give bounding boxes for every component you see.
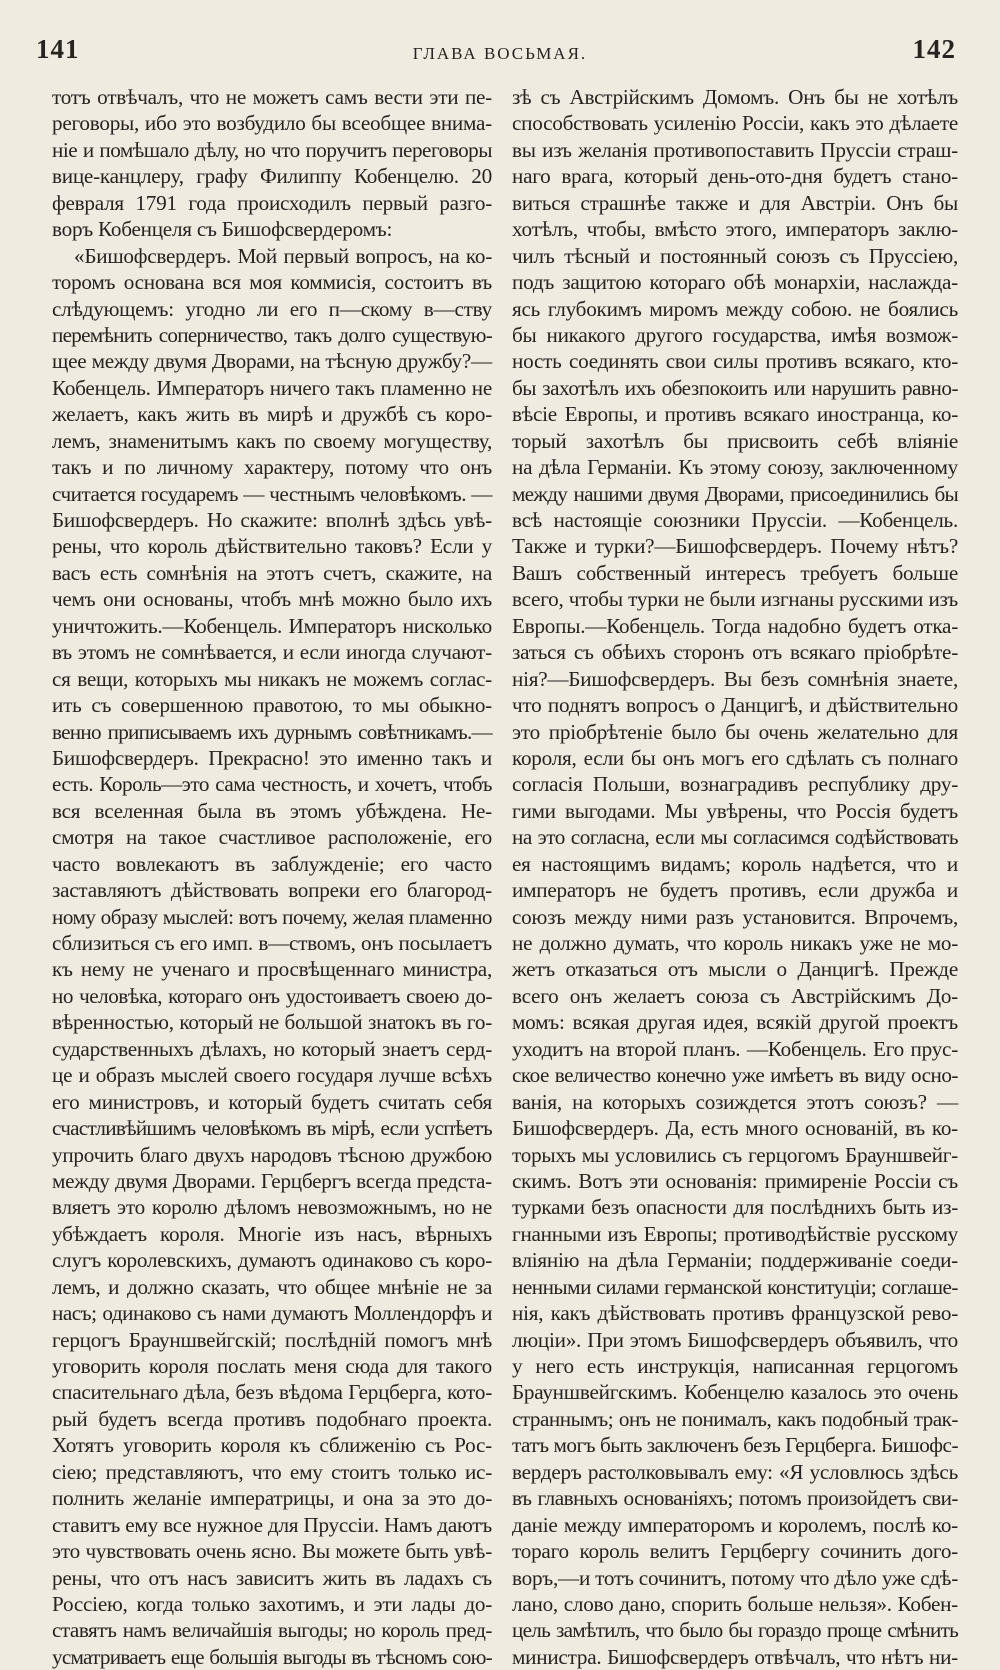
text-line: февраля 1791 года происходилъ первый разго- [52, 190, 492, 215]
text-line: торый захотѣлъ бы присвоить себѣ вліяніе [512, 428, 958, 453]
text-line: Россіею, когда только захотимъ, и эти лады до- [52, 1591, 492, 1616]
text-line: полнить желаніе императрицы, и она за это до- [52, 1486, 492, 1511]
text-line: цель замѣтилъ, что было бы гораздо проще смѣнить [512, 1618, 958, 1643]
text-line: часто вовлекаютъ въ заблужденіе; его часто [52, 851, 492, 876]
text-line: виться страшнѣе также и для Австріи. Онъ бы [512, 190, 958, 215]
text-line: рены, что отъ насъ зависитъ жить въ ладахъ съ [52, 1565, 492, 1590]
text-line: убѣждаетъ короля. Многіе изъ насъ, вѣрныхъ [52, 1221, 492, 1246]
text-line: бы никакого другого государства, имѣя возмож- [512, 322, 958, 347]
text-line: упрочить благо двухъ народовъ тѣсною дружбою [52, 1142, 492, 1167]
text-line: всѣ настоящіе союзники Пруссіи. —Кобенцель. [512, 508, 958, 532]
text-line: страннымъ; онъ не понималъ, какъ подобный трак- [512, 1406, 958, 1431]
text-line: вляетъ это королю дѣломъ невозможнымъ, но не [52, 1195, 492, 1220]
text-line: рены, что король дѣйствительно таковъ? Если у [52, 534, 492, 559]
text-line: ненными силами германской конституціи; соглаше- [512, 1274, 958, 1299]
text-line: нія?—Бишофсвердеръ. Вы безъ сомнѣнія знаете, [512, 666, 958, 691]
text-line: лано, слово дано, спорить больше нельзя». Кобен- [512, 1591, 958, 1616]
text-line: люціи». При этомъ Бишофсвердеръ объявилъ, что [512, 1327, 958, 1352]
text-line: бы захотѣлъ ихъ обезпокоить или нарушить равно- [512, 375, 958, 400]
text-line: уничтожить.—Кобенцель. Императоръ нисколько [52, 613, 492, 638]
text-line: наго врага, который день-ото-дня будетъ стано- [512, 164, 958, 189]
text-line: жетъ отказаться отъ мысли о Данцигѣ. Прежде [512, 957, 958, 982]
text-line: желаетъ, какъ жить въ мирѣ и дружбѣ съ коро- [52, 402, 492, 427]
text-line: воръ,—и тотъ сочинитъ, потому что дѣло уже сдѣ- [512, 1565, 958, 1590]
text-line: способствовать усиленію Россіи, какъ это дѣлаете [512, 111, 958, 136]
text-line: гими выгодами. Мы увѣрены, что Россія будетъ [512, 798, 958, 823]
text-line: момъ: всякая другая идея, всякій другой проектъ [512, 1010, 958, 1035]
text-line: въ этомъ не сомнѣвается, и если иногда случают- [52, 640, 492, 665]
text-line: такъ и по личному характеру, потому что онъ [52, 455, 492, 480]
text-line: васъ есть сомнѣнія на этотъ счетъ, скажите, на [52, 560, 492, 585]
page-header [0, 34, 1000, 74]
right-page-number: 142 [912, 34, 956, 64]
text-line: уговорить короля послать меня сюда для такого [52, 1354, 492, 1378]
text-line: ставятъ намъ величайшія выгоды; но король пред- [52, 1618, 492, 1643]
text-line: ея настоящимъ видамъ; король надѣется, что и [512, 851, 958, 876]
text-line: ское величество конечно уже имѣетъ въ виду осно- [512, 1063, 958, 1088]
left-text-column [52, 84, 492, 1670]
text-line: Брауншвейгскимъ. Кобенцелю казалось это очень [512, 1380, 958, 1405]
text-line: ному образу мыслей: вотъ почему, желая пламенно [52, 904, 492, 929]
text-line: усматриваетъ еще большія выгоды въ тѣсномъ сою- [52, 1644, 492, 1669]
text-line: воръ Кобенцеля съ Бишофсвердеромъ: [52, 217, 393, 242]
right-text-column [512, 84, 958, 1670]
text-line: Бишофсвердеръ. Да, есть много основаній, въ ко- [512, 1116, 958, 1141]
text-line: союзъ между ними разъ установится. Впрочемъ, [512, 904, 958, 929]
text-line: сударственныхъ дѣлахъ, но который знаетъ серд- [52, 1036, 492, 1061]
text-line: перемѣнить соперничество, такъ долго существую- [52, 322, 492, 347]
text-line: на это согласна, если мы согласимся содѣйствовать [512, 825, 958, 850]
text-line: у него есть инструкція, написанная герцогомъ [512, 1354, 958, 1378]
text-line: вице-канцлеру, графу Филиппу Кобенцелю. 20 [52, 164, 492, 189]
text-line: венно приписываемъ ихъ дурнымъ совѣтникамъ.— [52, 719, 492, 744]
text-line: ясь глубокимъ миромъ между собою. не боялись [512, 296, 958, 321]
left-page-number: 141 [36, 34, 80, 64]
text-line: не должно думать, что король никакъ уже не мо- [512, 931, 958, 955]
text-line: гнанными изъ Европы; противодѣйствіе русскому [512, 1221, 958, 1246]
text-line: скимъ. Вотъ эти основанія: примиреніе Россіи съ [512, 1168, 958, 1193]
text-line: тотъ отвѣчалъ, что не можетъ самъ вести эти пе- [52, 85, 492, 109]
text-line: это пріобрѣтеніе было бы очень желательно для [512, 719, 958, 744]
text-line: хотѣлъ, чтобы, вмѣсто этого, императоръ заклю- [512, 217, 958, 242]
text-line: ить съ совершенною правотою, то мы обыкно- [52, 693, 492, 718]
text-line: ность соединять свои силы противъ всякаго, кто- [512, 349, 958, 374]
text-line: Также и турки?—Бишофсвердеръ. Почему нѣтъ? [512, 534, 958, 559]
text-line: къ нему не ученаго и просвѣщеннаго министра, [52, 957, 492, 982]
text-line: короля, если бы онъ могъ его сдѣлать съ полнаго [512, 745, 958, 770]
text-line: императоръ не будетъ противъ, если дружба и [512, 878, 958, 903]
text-line: ся вещи, которыхъ мы никакъ не можемъ соглас- [52, 666, 492, 691]
text-line: сіею; представляютъ, что ему стоитъ только ис- [52, 1459, 492, 1484]
text-line: вся вселенная была въ этомъ убѣждена. Не- [52, 798, 492, 823]
text-line: вѣсіе Европы, и противъ всякаго иностранца, ко- [512, 402, 958, 427]
text-line: но человѣка, котораго онъ удостоиваетъ своею до- [52, 983, 492, 1008]
text-line: лемъ, знаменитымъ какъ по своему могуществу, [52, 428, 492, 453]
text-line: вы изъ желанія противопоставить Пруссіи страш- [512, 137, 958, 162]
text-line: щее между двумя Дворами, на тѣсную дружбу?— [52, 349, 492, 374]
text-line: тораго король велитъ Герцбергу сочинить дого- [512, 1539, 958, 1564]
text-line: вліянію на дѣла Германіи; поддерживаніе соеди- [512, 1248, 958, 1273]
text-line: «Бишофсвердеръ. Мой первый вопросъ, на ко- [74, 243, 492, 268]
text-line: согласія Польши, вознаградивъ республику дру- [512, 772, 958, 797]
text-line: Европы.—Кобенцель. Тогда надобно будетъ отка- [512, 613, 958, 638]
text-line: нія, какъ дѣйствовать противъ французской рево- [512, 1301, 958, 1326]
text-line: слѣдующемъ: угодно ли его п—скому в—ству [52, 296, 492, 321]
text-line: на дѣла Германіи. Къ этому союзу, заключенному [512, 455, 958, 480]
text-line: его министровъ, и который будетъ считать себя [52, 1089, 492, 1114]
text-line: министра. Бишофсвердеръ отвѣчалъ, что нѣтъ ни- [512, 1644, 958, 1669]
text-line: считается государемъ — честнымъ человѣкомъ. — [52, 481, 492, 506]
text-line: спасительнаго дѣла, безъ вѣдома Герцберга, кото- [52, 1380, 492, 1405]
text-line: Кобенцель. Императоръ ничего такъ пламенно не [52, 375, 492, 400]
text-line: счастливѣйшимъ человѣкомъ въ мірѣ, если успѣетъ [52, 1116, 492, 1141]
text-line: слугъ королевскихъ, думаютъ одинаково съ коро- [52, 1248, 492, 1273]
text-line: рый будетъ всегда противъ подобнаго проекта. [52, 1406, 492, 1431]
text-line: насъ; одинаково съ нами думаютъ Моллендорфъ и [52, 1301, 492, 1326]
text-line: что поднятъ вопросъ о Данцигѣ, и дѣйствительно [512, 693, 958, 718]
text-line: турками безъ опасности для послѣднихъ быть из- [512, 1195, 958, 1220]
text-line: всего онъ желаетъ союза съ Австрійскимъ До- [512, 983, 958, 1008]
text-line: ванія, на которыхъ созиждется этотъ союзъ? — [512, 1089, 958, 1114]
text-line: сблизиться съ его имп. в—ствомъ, онъ посылаетъ [52, 931, 492, 955]
text-line: татъ могъ быть заключенъ безъ Герцберга. Бишофс- [512, 1433, 958, 1458]
text-line: Хотятъ уговорить короля къ сближенію съ Рос- [52, 1433, 492, 1458]
text-line: лемъ, и должно сказать, что общее мнѣніе не за [52, 1274, 492, 1299]
text-line: Вашъ собственный интересъ требуетъ больше [512, 560, 958, 585]
text-line: це и образъ мыслей своего государя лучше всѣхъ [52, 1063, 492, 1088]
text-line: есть. Король—это сама честность, и хочетъ, чтобъ [52, 772, 492, 797]
text-line: ставитъ ему все нужное для Пруссіи. Намъ даютъ [52, 1512, 492, 1537]
text-line: торомъ основана вся моя коммисія, состоитъ въ [52, 270, 492, 295]
text-line: Бишофсвердеръ. Но скажите: вполнѣ здѣсь увѣ- [52, 508, 492, 532]
text-line: въ главныхъ основаніяхъ; потомъ произойдетъ сви- [512, 1486, 958, 1511]
text-line: заставляютъ дѣйствовать вопреки его благород- [52, 878, 492, 903]
text-line: между двумя Дворами. Герцбергъ всегда предста- [52, 1168, 492, 1193]
text-line: подъ защитою котораго обѣ монархіи, наслаждa- [512, 270, 958, 295]
text-line: чемъ они основаны, чтобъ мнѣ можно было ихъ [52, 587, 492, 612]
text-line: всего, чтобы турки не были изгнаны русскими изъ [512, 587, 958, 612]
text-line: между нашими двумя Дворами, присоединились бы [512, 481, 958, 506]
text-line: уходитъ на второй планъ. —Кобенцель. Его прус- [512, 1036, 958, 1061]
text-line: заться съ обѣихъ сторонъ отъ всякаго пріобрѣте- [512, 640, 958, 665]
text-line: зѣ съ Австрійскимъ Домомъ. Онъ бы не хотѣлъ [512, 85, 958, 109]
text-line: Бишофсвердеръ. Прекрасно! это именно такъ и [52, 745, 492, 770]
text-line: вѣренностью, который не большой знатокъ въ го- [52, 1010, 492, 1035]
text-line: вердеръ растолковывалъ ему: «Я условлюсь здѣсь [512, 1459, 958, 1484]
text-line: смотря на такое счастливое расположеніе, его [52, 825, 492, 850]
text-line: герцогъ Брауншвейгскій; послѣдній помогъ мнѣ [52, 1327, 492, 1352]
text-line: торыхъ мы условились съ герцогомъ Брауншвейг- [512, 1142, 958, 1167]
running-title: ГЛАВА ВОСЬМАЯ. [412, 44, 588, 63]
text-line: даніе между императоромъ и королемъ, послѣ ко- [512, 1512, 958, 1537]
text-line: реговоры, ибо это возбудило бы всеобщее внима- [52, 111, 492, 136]
text-line: ніе и помѣшало дѣлу, но что поручитъ переговоры [52, 137, 492, 162]
text-line: чилъ тѣсный и постоянный союзъ съ Пруссіею, [512, 243, 958, 268]
text-line: это чувствовать очень ясно. Вы можете быть увѣ- [52, 1539, 492, 1564]
